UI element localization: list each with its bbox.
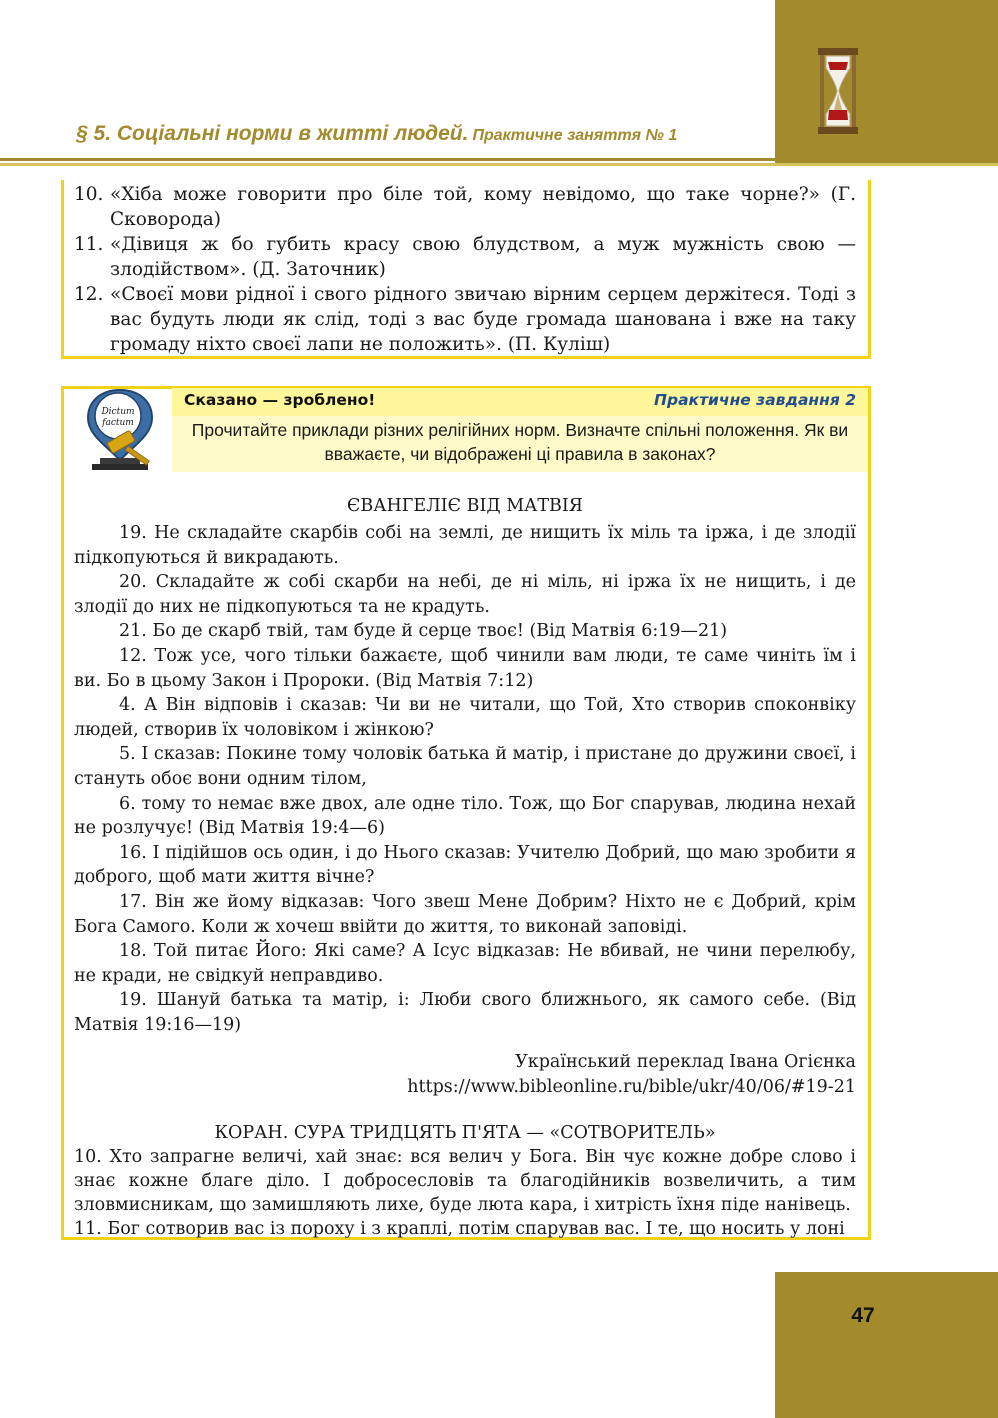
list-item-number: 11. xyxy=(74,234,104,255)
gospel-source xyxy=(74,1050,856,1100)
header-rule-light xyxy=(0,163,998,166)
koran-title: КОРАН. СУРА ТРИДЦЯТЬ П'ЯТА — «СОТВОРИТЕЛЬ» xyxy=(214,1123,716,1143)
header-rule xyxy=(0,158,775,161)
gospel-paragraph: 6. тому то немає вже двох, але одне тіло. Тож, що Бог спарував, людина нехай не розлучує! (Від Матвія 19:4—6) xyxy=(74,793,856,839)
source-url: https://www.bibleonline.ru/bible/ukr/40/06/#19-21 xyxy=(407,1077,856,1097)
task-header-bar xyxy=(172,388,868,416)
list-item xyxy=(74,232,856,282)
gospel-paragraph: 17. Він же йому відказав: Чого звеш Мене Добрим? Ніхто не є Добрий, крім Бога Самого. Коли ж хочеш ввійти до життя, то виконай заповіді. xyxy=(74,891,856,937)
gospel-title: ЄВАНГЕЛІЄ ВІД МАТВІЯ xyxy=(347,496,583,516)
quotes-list xyxy=(74,182,856,357)
gospel-text xyxy=(74,521,856,1037)
koran-text xyxy=(74,1145,856,1241)
bottom-corner-tab xyxy=(775,1272,998,1418)
gospel-paragraph: 4. А Він відповів і сказав: Чи ви не читали, що Той, Хто створив споконвіку людей, створив їх чоловіком і жінкою? xyxy=(74,695,856,740)
dictum-factum-gavel-icon xyxy=(82,388,158,472)
list-item-text: «Дівиця ж бо губить красу свою блудством, а муж мужність свою — злодійством». (Д. Заточник) xyxy=(110,234,856,280)
list-item xyxy=(74,282,856,357)
gospel-paragraph: 20. Складайте ж собі скарби на небі, де ні міль, ні іржа їх не нищить, і де злодії до них не підкопуються та не крадуть. xyxy=(74,572,856,617)
header-title-main: § 5. Соціальні норми в житті людей. xyxy=(76,122,469,145)
list-item-number: 12. xyxy=(74,284,104,305)
gospel-paragraph: 21. Бо де скарб твій, там буде й серце твоє! (Від Матвія 6:19—21) xyxy=(119,621,728,642)
koran-paragraph: 10. Хто запрагне величі, хай знає: вся велич у Бога. Він чує кожне добре слово і знає кожне благе діло. І добросесловів та благодійників возвеличить, а тим зловмисникам, що замишляють лихе, буде люта кара, і хитрість їхня піде нанівець. xyxy=(74,1147,856,1215)
gospel-paragraph: 12. Тож усе, чого тільки бажаєте, щоб чинили вам люди, те саме чиніть їм і ви. Бо в цьому Закон і Пророки. (Від Матвія 7:12) xyxy=(74,645,856,691)
task-instruction: Прочитайте приклади різних релігійних норм. Визначте спільні положення. Як ви вважаєте, чи відображені ці правила в законах? xyxy=(172,416,868,472)
page-number: 47 xyxy=(851,1304,875,1327)
page-header-title xyxy=(76,122,776,146)
koran-paragraph: 11. Бог сотворив вас із пороху і з краплі, потім спарував вас. І те, що носить у лоні xyxy=(74,1219,845,1239)
top-corner-tab xyxy=(775,0,998,165)
task-title: Сказано — зроблено! xyxy=(184,391,376,409)
gospel-paragraph: 19. Шануй батька та матір, і: Люби свого ближнього, як самого себе. (Від Матвія 19:16—19) xyxy=(74,990,856,1035)
gospel-paragraph: 19. Не складайте скарбів собі на землі, де нищить їх міль та іржа, і де злодії підкопуються й викрадають. xyxy=(74,523,856,568)
list-item xyxy=(74,182,856,232)
list-item-text: «Хіба може говорити про біле той, кому невідомо, що таке чорне?» (Г. Сковорода) xyxy=(110,184,856,230)
list-item-number: 10. xyxy=(74,184,104,205)
header-subtitle: Практичне заняття № 1 xyxy=(472,127,678,144)
hourglass-icon xyxy=(818,48,858,134)
gospel-paragraph: 5. І сказав: Покине тому чоловік батька й матір, і пристане до дружини своєї, і стануть обоє вони одним тілом, xyxy=(74,744,856,789)
badge-word-1: Dictum xyxy=(101,407,135,417)
source-translator: Український переклад Івана Огієнка xyxy=(515,1052,856,1072)
task-label: Практичне завдання 2 xyxy=(654,391,856,409)
gospel-paragraph: 16. І підійшов ось один, і до Нього сказав: Учителю Добрий, що маю зробити я доброго, щоб мати життя вічне? xyxy=(74,842,856,888)
list-item-text: «Своєї мови рідної і свого рідного звичаю вірним серцем держітеся. Тоді з вас будуть люди як слід, тоді з вас буде громада шанована і вже на таку громаду ніхто своєї лапи не положить». (П. Куліш) xyxy=(110,284,856,355)
badge-word-2: factum xyxy=(102,418,134,428)
gospel-paragraph: 18. Той питає Його: Які саме? А Ісус відказав: Не вбивай, не чини перелюбу, не кради, не свідкуй неправдиво. xyxy=(74,941,856,986)
